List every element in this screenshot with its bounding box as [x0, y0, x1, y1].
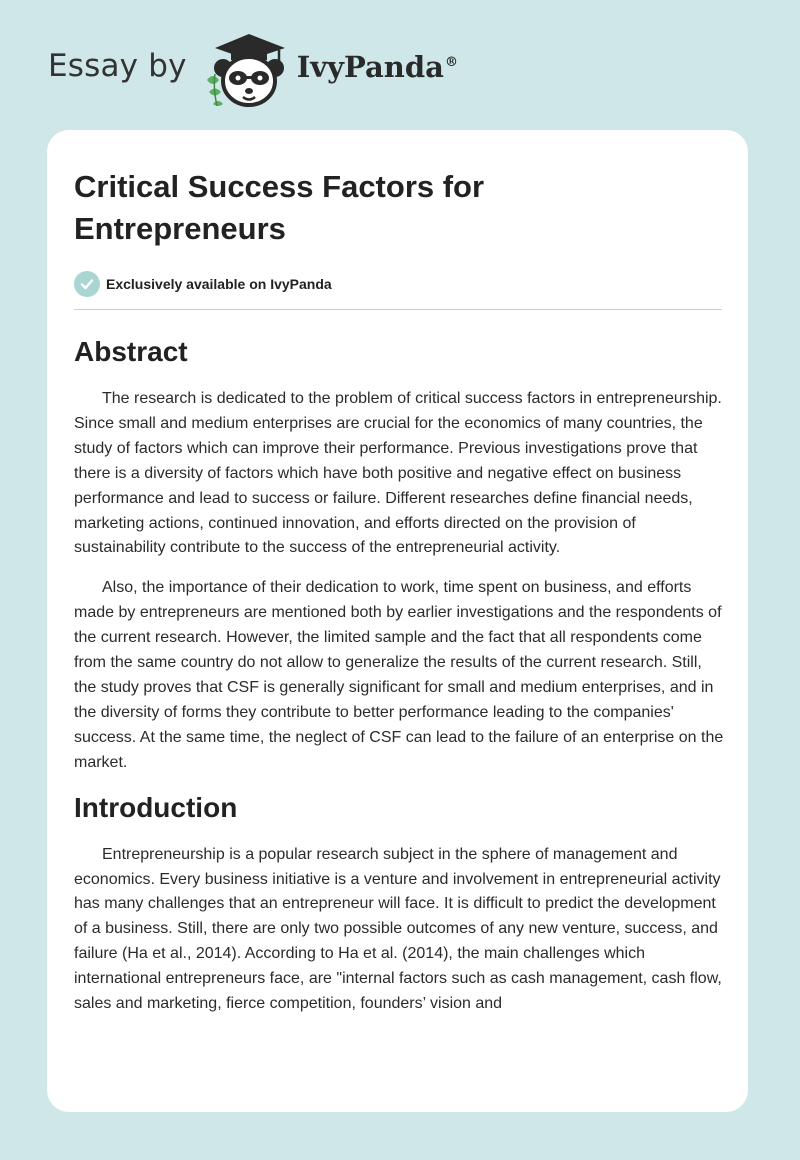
exclusive-badge [74, 270, 722, 298]
registered-mark: ® [444, 55, 458, 71]
introduction-heading: Introduction [74, 791, 238, 823]
abstract-heading: Abstract [74, 336, 188, 367]
essay-by-label: Essay by [48, 48, 187, 84]
abstract-paragraph-2: Also, the importance of their dedication to work, time spent on business, and efforts made by entrepreneurs are mentioned both by earlier investigations and the respondents of the current research. However, the limited sample and the fact that all respondents come from the same country do not allow to generalize the results of the current research. Still, the study proves that CSF is generally significant for small and medium enterprises, and in the diversity of forms they contribute to better performance leading to the companies' success. At the same time, the neglect of CSF can lead to the failure of an enterprise on the market. [74, 579, 724, 771]
essay-card [47, 130, 748, 1112]
header-divider [74, 309, 722, 310]
introduction-paragraph-1: Entrepreneurship is a popular research subject in the sphere of management and economics. Every business initiative is a venture and involvement in entrepreneurial activity has many challenges that an entrepreneur will face. It is difficult to predict the development of a business. Still, there are only two possible outcomes of any new venture, success, and failure (Ha et al., 2014). According to Ha et al. (2014), the main challenges which international entrepreneurs face, are "internal factors such as cash management, cash flow, sales and marketing, fierce competition, founders’ vision and [74, 845, 722, 1013]
abstract-paragraph-1: The research is dedicated to the problem of critical success factors in entrepreneurship. Since small and medium enterprises are crucial for the economics of many countries, the study of factors which can improve their performance. Previous investigations prove that there is a diversity of factors which have both positive and negative effect on business performance and lead to success or failure. Different researches define financial needs, marketing actions, continued innovation, and efforts directed on the provision of sustainability contribute to the success of the entrepreneurial activity. [74, 390, 722, 557]
panda-logo-icon [201, 28, 295, 108]
check-icon [74, 271, 100, 297]
essay-title: Critical Success Factors for Entrepreneurs [74, 169, 485, 246]
brand-name: IvyPanda® [296, 50, 458, 84]
site-header-logo[interactable] [48, 28, 458, 108]
exclusive-label: Exclusively available on IvyPanda [106, 276, 332, 292]
